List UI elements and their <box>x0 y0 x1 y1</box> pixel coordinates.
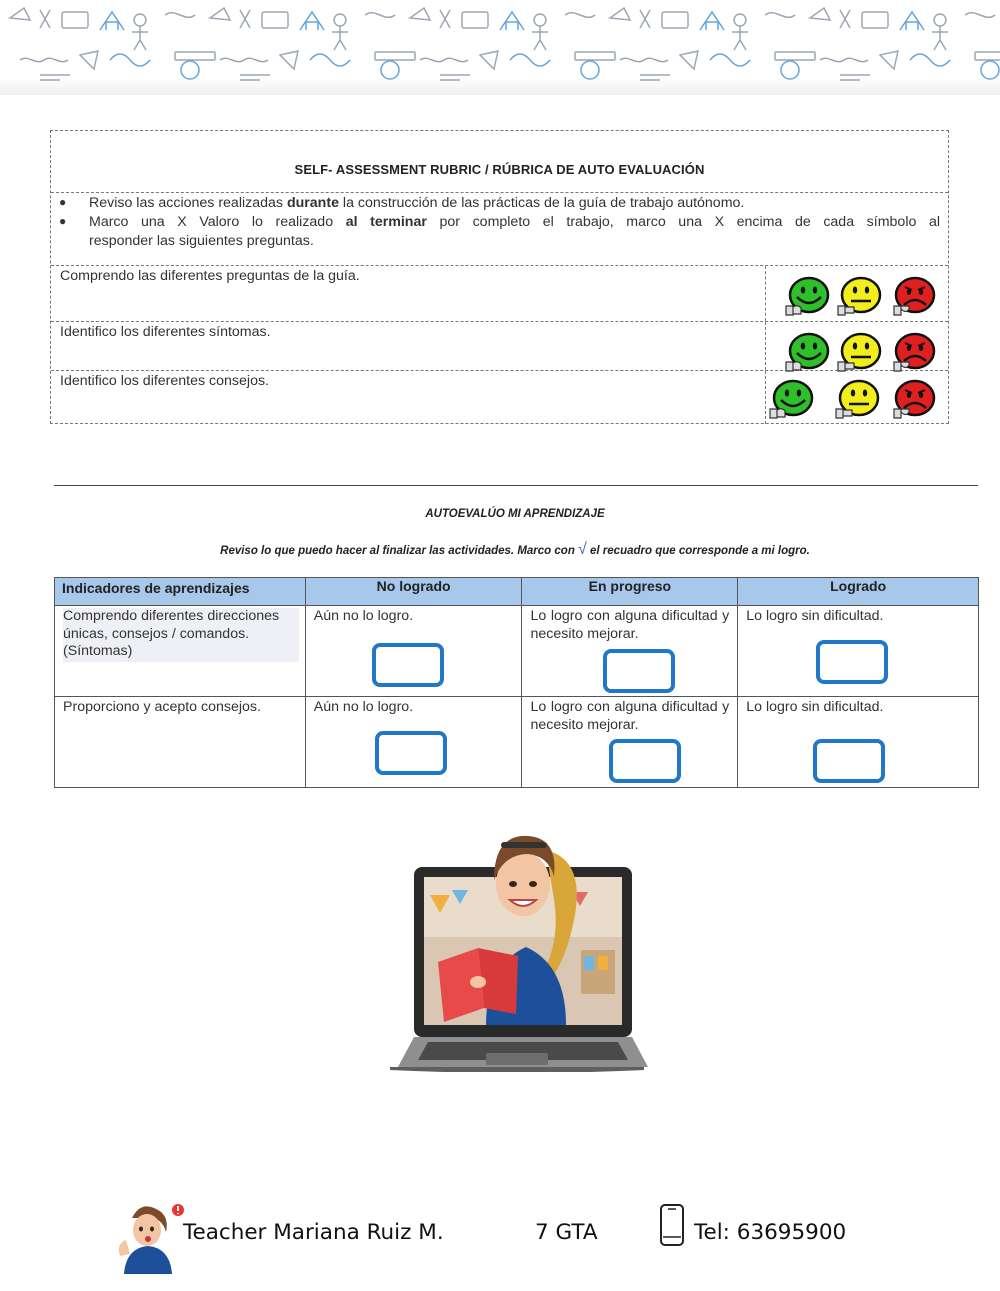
grade-label: 7 GTA <box>535 1220 598 1245</box>
header-indicators: Indicadores de aprendizajes <box>55 578 306 606</box>
logrado-checkbox[interactable] <box>813 739 885 783</box>
en-progreso-checkbox[interactable] <box>603 649 675 693</box>
section-divider <box>54 485 978 486</box>
no-logrado-cell: Aún no lo logro. <box>305 697 522 788</box>
autoeval-title: AUTOEVALÚO MI APRENDIZAJE <box>425 508 605 520</box>
rubric-row <box>51 266 948 322</box>
en-progreso-cell: Lo logro con alguna dificultad y necesito mejorar. <box>522 697 738 788</box>
phone-icon <box>659 1203 685 1247</box>
indicator-cell: Proporciono y acepto consejos. <box>55 697 306 788</box>
teacher-name: Teacher Mariana Ruiz M. <box>183 1220 444 1245</box>
decorative-header-banner <box>0 0 1000 95</box>
header-en-progreso: En progreso <box>522 578 738 606</box>
bullet-dot-icon: ● <box>59 214 67 228</box>
neutral-face-icon[interactable] <box>834 379 880 421</box>
instruction-bullet-2: ● Marco una X Valoro lo realizado al terminar por completo el trabajo, marco una X encima de cada símbolo al <box>59 214 940 230</box>
rubric-statement: Identifico los diferentes consejos. <box>60 373 269 389</box>
instruction-bullet-1: ● Reviso las acciones realizadas durante la construcción de las prácticas de la guía de trabajo autónomo. <box>59 195 745 211</box>
sad-face-icon[interactable] <box>890 332 936 374</box>
sad-face-icon[interactable] <box>890 379 936 421</box>
bullet-dot-icon: ● <box>59 195 67 209</box>
table-header-row <box>55 578 979 606</box>
sad-face-icon[interactable] <box>890 276 936 318</box>
face-options <box>765 322 948 370</box>
table-row <box>55 606 979 697</box>
rubric-statement: Identifico los diferentes síntomas. <box>60 324 271 340</box>
doodle-pattern <box>0 0 1000 95</box>
logrado-cell: Lo logro sin dificultad. <box>738 606 979 697</box>
rubric-row <box>51 322 948 371</box>
logrado-cell: Lo logro sin dificultad. <box>738 697 979 788</box>
face-options <box>765 266 948 321</box>
autoeval-instruction: Reviso lo que puedo hacer al finalizar las actividades. Marco con √ el recuadro que corresponde a mi logro. <box>220 541 810 558</box>
rubric-title: SELF- ASSESSMENT RUBRIC / RÚBRICA DE AUTO EVALUACIÓN <box>51 131 948 193</box>
header-no-logrado: No logrado <box>305 578 522 606</box>
teacher-avatar <box>114 1200 190 1276</box>
happy-face-icon[interactable] <box>784 276 830 318</box>
en-progreso-checkbox[interactable] <box>609 739 681 783</box>
logrado-checkbox[interactable] <box>816 640 888 684</box>
en-progreso-cell: Lo logro con alguna dificultad y necesito mejorar. <box>522 606 738 697</box>
laptop-teacher-illustration <box>386 820 648 1072</box>
learning-indicators-table <box>54 577 979 788</box>
rubric-statement: Comprendo las diferentes preguntas de la guía. <box>60 268 360 284</box>
phone-number: Tel: 63695900 <box>694 1220 847 1245</box>
no-logrado-cell: Aún no lo logro. <box>305 606 522 697</box>
self-assessment-rubric <box>50 130 949 424</box>
no-logrado-checkbox[interactable] <box>375 731 447 775</box>
happy-face-icon[interactable] <box>784 332 830 374</box>
table-row <box>55 697 979 788</box>
neutral-face-icon[interactable] <box>836 276 882 318</box>
indicator-cell: Comprendo diferentes direcciones únicas, consejos / comandos. (Síntomas) <box>55 606 306 697</box>
rubric-instructions <box>51 193 948 266</box>
neutral-face-icon[interactable] <box>836 332 882 374</box>
rubric-row <box>51 371 948 424</box>
header-logrado: Logrado <box>738 578 979 606</box>
checkmark-icon: √ <box>578 541 587 558</box>
happy-face-icon[interactable] <box>768 379 814 421</box>
no-logrado-checkbox[interactable] <box>372 643 444 687</box>
face-options <box>765 371 948 424</box>
instruction-bullet-2-continued: responder las siguientes preguntas. <box>89 233 314 249</box>
